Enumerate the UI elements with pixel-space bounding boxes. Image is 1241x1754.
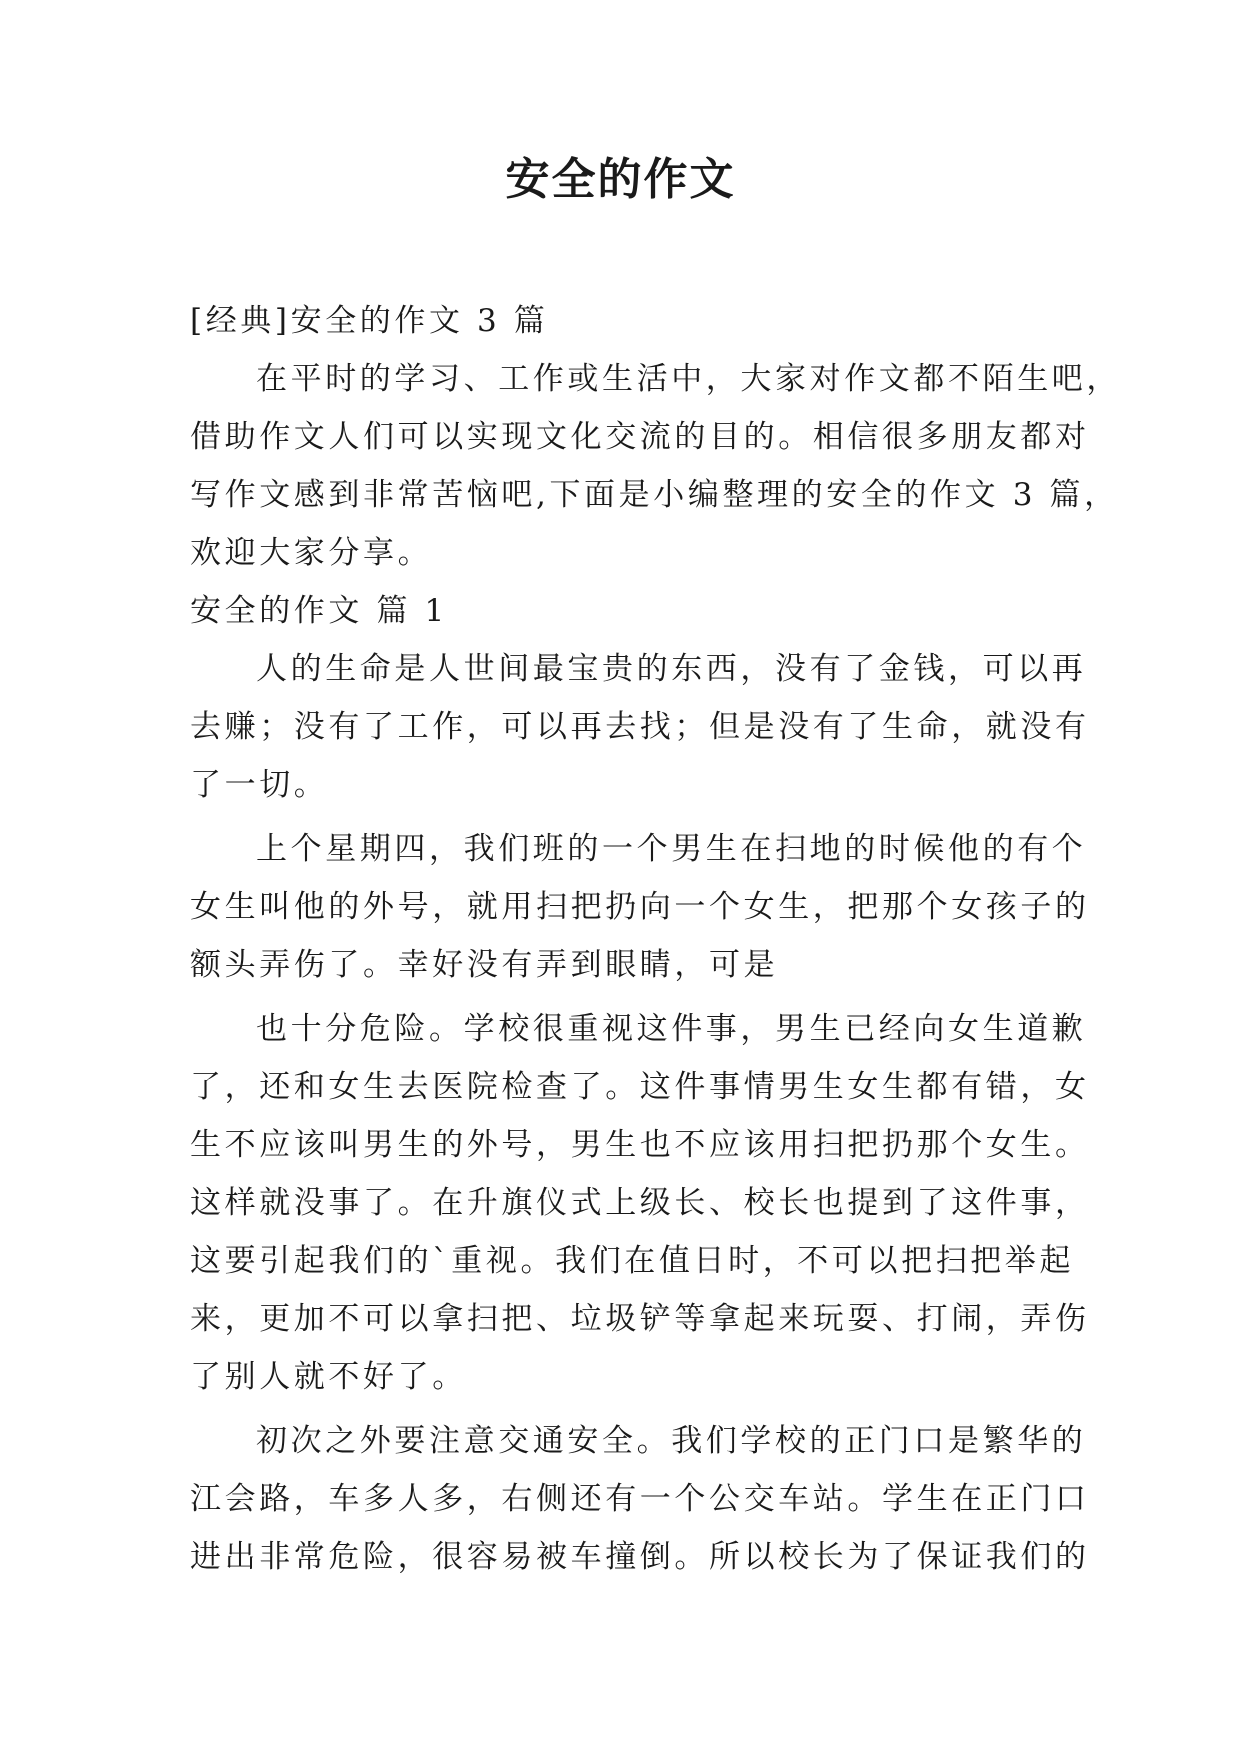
- paragraph-line: 这样就没事了。在升旗仪式上级长、校长也提到了这件事，: [190, 1185, 1090, 1221]
- section-heading: 安全的作文 篇 1: [190, 593, 448, 629]
- paragraph-line: 初次之外要注意交通安全。我们学校的正门口是繁华的: [256, 1423, 1087, 1459]
- paragraph-line: 来，更加不可以拿扫把、垃圾铲等拿起来玩耍、打闹，弄伤: [190, 1301, 1090, 1337]
- paragraph-line: 上个星期四，我们班的一个男生在扫地的时候他的有个: [256, 831, 1087, 867]
- paragraph-line: 女生叫他的外号，就用扫把扔向一个女生，把那个女孩子的: [190, 889, 1090, 925]
- paragraph-line: 欢迎大家分享。: [190, 535, 433, 571]
- paragraph-line: 了，还和女生去医院检查了。这件事情男生女生都有错，女: [190, 1069, 1090, 1105]
- paragraph-line: 额头弄伤了。幸好没有弄到眼睛，可是: [190, 947, 779, 983]
- paragraph-line: 了一切。: [190, 767, 329, 803]
- paragraph-4: [190, 1412, 1090, 1586]
- paragraph-line: 写作文感到非常苦恼吧,下面是小编整理的安全的作文 3 篇，: [190, 477, 1119, 513]
- paragraph-line: 进出非常危险，很容易被车撞倒。所以校长为了保证我们的: [190, 1539, 1090, 1575]
- paragraph-line: 去赚；没有了工作，可以再去找；但是没有了生命，就没有: [190, 709, 1090, 745]
- paragraph-3: [190, 1000, 1090, 1406]
- paragraph-line: 生不应该叫男生的外号，男生也不应该用扫把扔那个女生。: [190, 1127, 1090, 1163]
- paragraph-2: [190, 820, 1090, 994]
- document-body: [190, 292, 1121, 1586]
- paragraph-line: 这要引起我们的`重视。我们在值日时，不可以把扫把举起: [190, 1243, 1075, 1279]
- intro-paragraph: [190, 350, 1121, 582]
- document-title: 安全的作文: [505, 154, 736, 205]
- document-subtitle: [经典]安全的作文 3 篇: [190, 303, 549, 339]
- paragraph-line: 了别人就不好了。: [190, 1359, 467, 1395]
- paragraph-line: 也十分危险。学校很重视这件事，男生已经向女生道歉: [256, 1011, 1087, 1047]
- paragraph-line: 人的生命是人世间最宝贵的东西，没有了金钱，可以再: [256, 651, 1087, 687]
- paragraph-line: 在平时的学习、工作或生活中，大家对作文都不陌生吧，: [256, 361, 1121, 397]
- paragraph-line: 借助作文人们可以实现文化交流的目的。相信很多朋友都对: [190, 419, 1090, 455]
- paragraph-1: [190, 640, 1090, 814]
- paragraph-line: 江会路，车多人多，右侧还有一个公交车站。学生在正门口: [190, 1481, 1090, 1517]
